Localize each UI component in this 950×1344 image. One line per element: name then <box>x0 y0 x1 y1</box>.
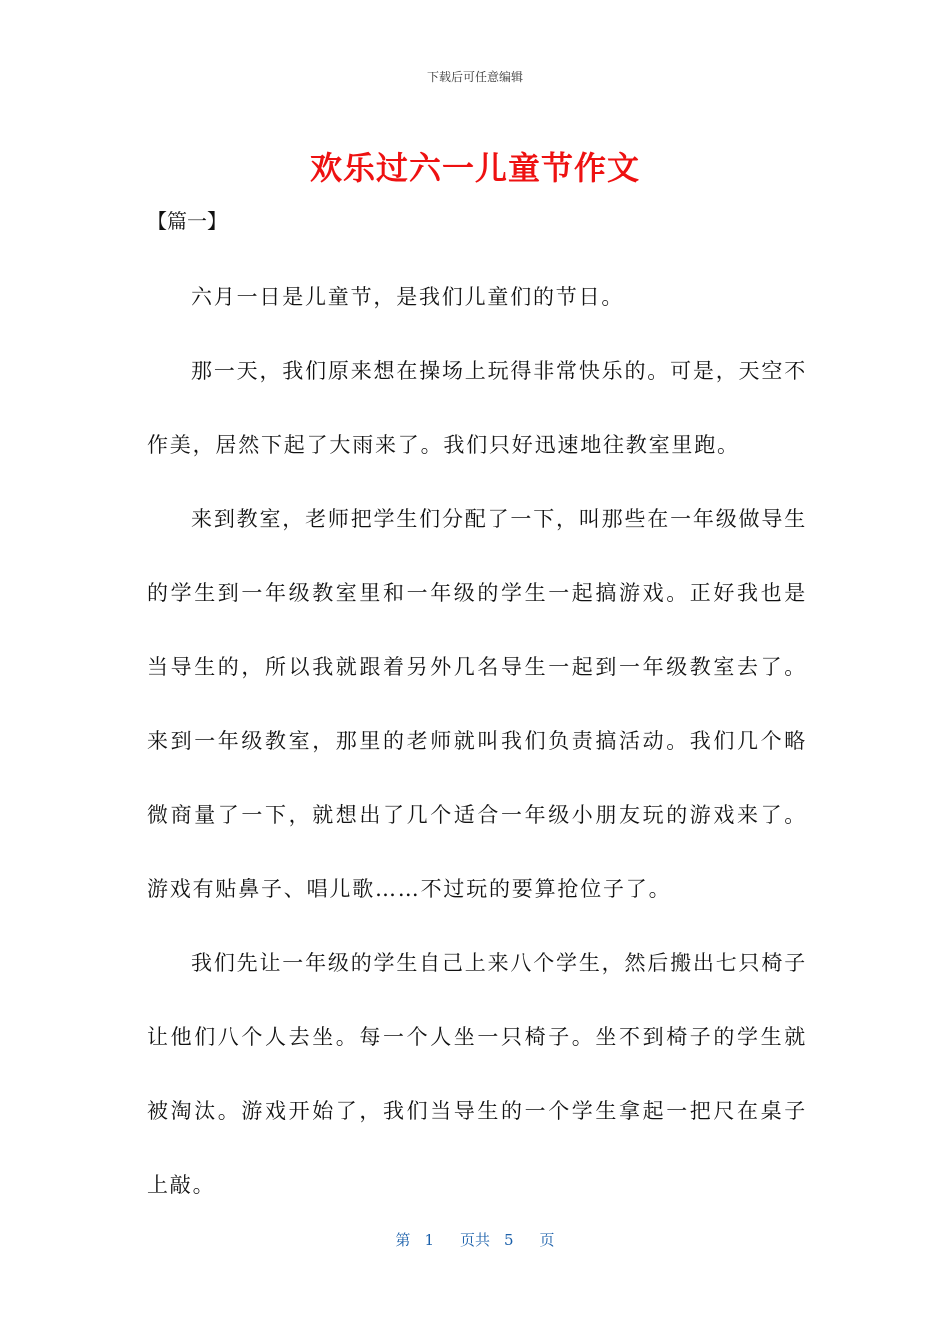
page-header-note: 下载后可任意编辑 <box>426 70 523 84</box>
document-title: 欢乐过六一儿童节作文 <box>309 149 640 187</box>
footer-end-word: 页 <box>539 1231 555 1249</box>
footer-page-number: 1 <box>424 1231 434 1249</box>
footer-of-word: 页共 <box>459 1231 490 1249</box>
footer-page-word: 第 <box>395 1231 411 1249</box>
document-body <box>147 260 807 1222</box>
footer-total-pages: 5 <box>504 1231 514 1249</box>
paragraph-4: 我们先让一年级的学生自己上来八个学生，然后搬出七只椅子让他们八个人去坐。每一个人坐一只椅子。坐不到椅子的学生就被淘汰。游戏开始了，我们当导生的一个学生拿起一把尺在桌子上敲。 <box>147 951 807 1197</box>
paragraph-3: 来到教室，老师把学生们分配了一下，叫那些在一年级做导生的学生到一年级教室里和一年级的学生一起搞游戏。正好我也是当导生的，所以我就跟着另外几名导生一起到一年级教室去了。来到一年级教室，那里的老师就叫我们负责搞活动。我们几个略微商量了一下，就想出了几个适合一年级小朋友玩的游戏来了。游戏有贴鼻子、唱儿歌……不过玩的要算抢位子了。 <box>147 507 807 901</box>
section-label: 【篇一】 <box>147 209 227 233</box>
paragraph-1: 六月一日是儿童节，是我们儿童们的节日。 <box>191 285 625 309</box>
paragraph-2: 那一天，我们原来想在操场上玩得非常快乐的。可是，天空不作美，居然下起了大雨来了。我们只好迅速地往教室里跑。 <box>147 359 807 457</box>
page-footer <box>0 1229 950 1250</box>
